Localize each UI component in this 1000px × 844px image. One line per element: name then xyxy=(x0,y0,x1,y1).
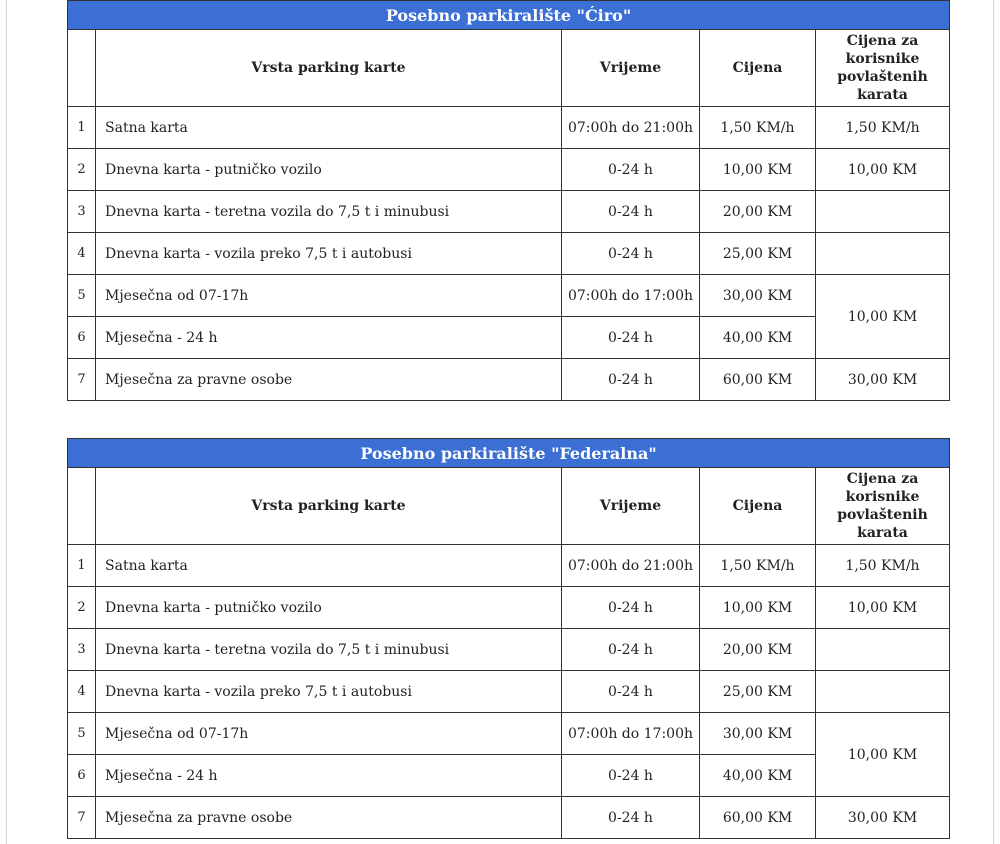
table-row xyxy=(68,713,950,755)
table-row xyxy=(68,107,950,149)
ticket-price: 40,00 KM xyxy=(700,317,816,359)
table-row xyxy=(68,359,950,401)
ticket-type: Mjesečna za pravne osobe xyxy=(96,359,562,401)
ticket-price: 30,00 KM xyxy=(700,713,816,755)
page-frame-left xyxy=(6,0,7,844)
ticket-price: 30,00 KM xyxy=(700,275,816,317)
privileged-price: 10,00 KM xyxy=(816,713,950,797)
parking-table-ciro xyxy=(67,0,950,401)
ticket-type: Mjesečna - 24 h xyxy=(96,755,562,797)
privileged-price: 10,00 KM xyxy=(816,587,950,629)
ticket-type: Dnevna karta - putničko vozilo xyxy=(96,587,562,629)
ticket-time: 0-24 h xyxy=(562,629,700,671)
table-title: Posebno parkiralište "Ćiro" xyxy=(68,1,950,30)
table-row xyxy=(68,191,950,233)
ticket-time: 07:00h do 21:00h xyxy=(562,545,700,587)
row-number: 3 xyxy=(68,629,96,671)
ticket-price: 20,00 KM xyxy=(700,191,816,233)
ticket-type: Mjesečna - 24 h xyxy=(96,317,562,359)
header-privileged-price: Cijena za korisnike povlaštenih karata xyxy=(816,30,950,107)
header-time: Vrijeme xyxy=(562,468,700,545)
ticket-price: 40,00 KM xyxy=(700,755,816,797)
table-row xyxy=(68,275,950,317)
ticket-price: 1,50 KM/h xyxy=(700,107,816,149)
row-number: 3 xyxy=(68,191,96,233)
row-number: 4 xyxy=(68,233,96,275)
ticket-type: Dnevna karta - teretna vozila do 7,5 t i minubusi xyxy=(96,191,562,233)
page-frame-right xyxy=(993,0,994,844)
table-row xyxy=(68,545,950,587)
ticket-time: 0-24 h xyxy=(562,671,700,713)
privileged-price xyxy=(816,629,950,671)
ticket-time: 0-24 h xyxy=(562,359,700,401)
privileged-price xyxy=(816,671,950,713)
ticket-price: 20,00 KM xyxy=(700,629,816,671)
ticket-time: 0-24 h xyxy=(562,587,700,629)
ticket-type: Dnevna karta - vozila preko 7,5 t i autobusi xyxy=(96,671,562,713)
ticket-price: 10,00 KM xyxy=(700,587,816,629)
header-number xyxy=(68,468,96,545)
ticket-type: Dnevna karta - vozila preko 7,5 t i autobusi xyxy=(96,233,562,275)
privileged-price: 30,00 KM xyxy=(816,797,950,839)
table-title: Posebno parkiralište "Federalna" xyxy=(68,439,950,468)
table-row xyxy=(68,587,950,629)
row-number: 4 xyxy=(68,671,96,713)
row-number: 5 xyxy=(68,275,96,317)
ticket-time: 07:00h do 17:00h xyxy=(562,275,700,317)
ticket-price: 25,00 KM xyxy=(700,671,816,713)
row-number: 2 xyxy=(68,587,96,629)
ticket-type: Dnevna karta - putničko vozilo xyxy=(96,149,562,191)
row-number: 7 xyxy=(68,797,96,839)
table-row xyxy=(68,797,950,839)
header-price: Cijena xyxy=(700,468,816,545)
row-number: 6 xyxy=(68,317,96,359)
table-row xyxy=(68,671,950,713)
ticket-type: Satna karta xyxy=(96,107,562,149)
ticket-time: 07:00h do 17:00h xyxy=(562,713,700,755)
row-number: 6 xyxy=(68,755,96,797)
header-privileged-price: Cijena za korisnike povlaštenih karata xyxy=(816,468,950,545)
row-number: 1 xyxy=(68,107,96,149)
privileged-price: 1,50 KM/h xyxy=(816,545,950,587)
ticket-price: 60,00 KM xyxy=(700,359,816,401)
privileged-price xyxy=(816,191,950,233)
privileged-price: 1,50 KM/h xyxy=(816,107,950,149)
ticket-price: 60,00 KM xyxy=(700,797,816,839)
parking-table-federalna xyxy=(67,438,950,839)
privileged-price: 10,00 KM xyxy=(816,275,950,359)
row-number: 2 xyxy=(68,149,96,191)
ticket-type: Mjesečna za pravne osobe xyxy=(96,797,562,839)
ticket-type: Satna karta xyxy=(96,545,562,587)
ticket-time: 0-24 h xyxy=(562,149,700,191)
ticket-type: Mjesečna od 07-17h xyxy=(96,713,562,755)
ticket-time: 0-24 h xyxy=(562,797,700,839)
privileged-price xyxy=(816,233,950,275)
ticket-type: Mjesečna od 07-17h xyxy=(96,275,562,317)
ticket-time: 0-24 h xyxy=(562,755,700,797)
ticket-time: 0-24 h xyxy=(562,191,700,233)
header-price: Cijena xyxy=(700,30,816,107)
ticket-price: 10,00 KM xyxy=(700,149,816,191)
header-number xyxy=(68,30,96,107)
privileged-price: 30,00 KM xyxy=(816,359,950,401)
ticket-type: Dnevna karta - teretna vozila do 7,5 t i minubusi xyxy=(96,629,562,671)
header-time: Vrijeme xyxy=(562,30,700,107)
row-number: 5 xyxy=(68,713,96,755)
row-number: 7 xyxy=(68,359,96,401)
privileged-price: 10,00 KM xyxy=(816,149,950,191)
table-row xyxy=(68,629,950,671)
row-number: 1 xyxy=(68,545,96,587)
ticket-time: 0-24 h xyxy=(562,233,700,275)
ticket-price: 1,50 KM/h xyxy=(700,545,816,587)
ticket-time: 0-24 h xyxy=(562,317,700,359)
header-ticket-type: Vrsta parking karte xyxy=(96,468,562,545)
header-ticket-type: Vrsta parking karte xyxy=(96,30,562,107)
table-row xyxy=(68,149,950,191)
ticket-time: 07:00h do 21:00h xyxy=(562,107,700,149)
table-row xyxy=(68,233,950,275)
ticket-price: 25,00 KM xyxy=(700,233,816,275)
